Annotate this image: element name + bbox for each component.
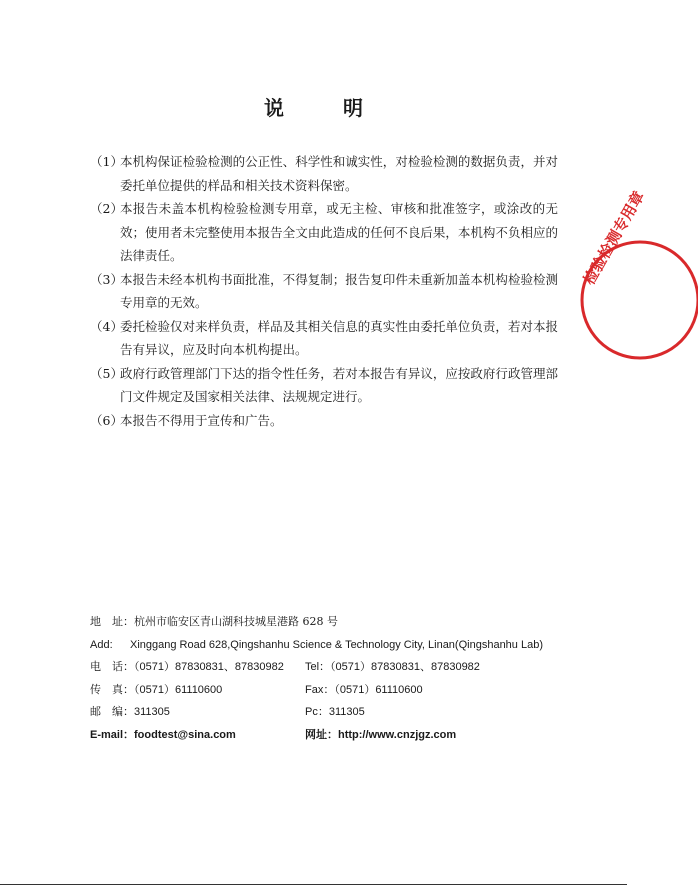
note-item <box>90 362 558 409</box>
tel-label: Tel： <box>305 661 331 673</box>
postcode-value: 311305 <box>134 706 170 718</box>
phone-value: （0571）87830831、87830982 <box>134 661 284 673</box>
web-label: 网址： <box>305 728 338 741</box>
add-label: Add: <box>90 638 113 651</box>
note-text: 政府行政管理部门下达的指令性任务，若对本报告有异议，应按政府行政管理部门文件规定及国家相关法律、法规规定进行。 <box>120 365 558 404</box>
pc-label: Pc： <box>305 706 329 718</box>
address-label: 地 址： <box>90 615 134 628</box>
address-value: 杭州市临安区青山湖科技城星港路 628 号 <box>134 615 338 628</box>
fax-row <box>90 680 590 703</box>
fax-label: Fax： <box>305 683 335 696</box>
note-number: （1） <box>90 154 123 169</box>
fax-cn-label: 传 真： <box>90 682 134 696</box>
postcode-row <box>90 702 590 725</box>
note-number: （2） <box>90 201 123 216</box>
postcode-label: 邮 编： <box>90 705 134 718</box>
pc-value: 311305 <box>328 706 365 718</box>
note-number: （5） <box>90 365 123 381</box>
seal-text: 检验检测专用章 <box>579 188 648 288</box>
phone-row <box>90 657 590 680</box>
add-value: Xinggang Road 628,Qingshanhu Science & Technology City, Linan(Qingshanhu Lab) <box>130 638 543 651</box>
note-number: （3） <box>90 271 123 287</box>
seal-stamp <box>578 188 698 372</box>
note-text: 委托检验仅对来样负责，样品及其相关信息的真实性由委托单位负责，若对本报告有异议，应及时向本机构提出。 <box>120 318 558 357</box>
notes-list <box>90 150 558 432</box>
add-row <box>90 635 590 658</box>
email-label: E-mail： <box>90 728 135 741</box>
email-value[interactable]: foodtest@sina.com <box>134 728 236 741</box>
note-text: 本报告未经本机构书面批准，不得复制；报告复印件未重新加盖本机构检验检测专用章的无效。 <box>120 271 558 310</box>
fax-value: （0571）61110600 <box>334 683 423 696</box>
contact-info <box>90 612 590 747</box>
fax-cn-value: （0571）61110600 <box>134 683 223 696</box>
note-number: （6） <box>90 412 123 428</box>
note-text: 本机构保证检验检测的公正性、科学性和诚实性，对检验检测的数据负责，并对委托单位提供的样品和相关技术资料保密。 <box>120 154 558 193</box>
note-item <box>90 197 558 268</box>
tel-value: （0571）87830831、87830982 <box>330 661 480 673</box>
note-text: 本报告未盖本机构检验检测专用章，或无主检、审核和批准签字，或涂改的无效；使用者未完整使用本报告全文由此造成的任何不良后果，本机构不负相应的法律责任。 <box>120 201 558 263</box>
note-item <box>90 150 558 197</box>
note-item <box>90 409 558 433</box>
address-row <box>90 612 590 635</box>
note-text: 本报告不得用于宣传和广告。 <box>120 412 283 428</box>
page-title: 说 明 <box>264 96 389 120</box>
note-item <box>90 315 558 362</box>
phone-label: 电 话： <box>90 660 134 673</box>
bottom-border <box>0 884 627 885</box>
email-row <box>90 725 590 748</box>
note-number: （4） <box>90 318 123 334</box>
web-value[interactable]: http://www.cnzjgz.com <box>338 728 457 741</box>
note-item <box>90 268 558 315</box>
